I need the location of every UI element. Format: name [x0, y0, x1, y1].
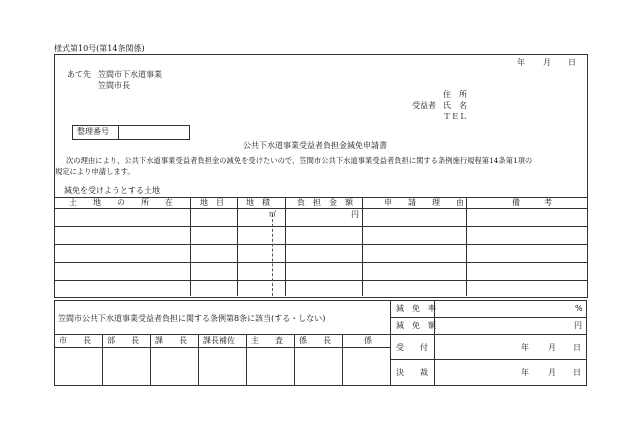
applicant-tel-label: ＴＥＬ — [443, 112, 467, 121]
body-line-2: 規定により申請します。 — [55, 167, 135, 176]
addressee-line2: 笠間市長 — [98, 81, 130, 90]
document-title: 公共下水道事業受益者負担金減免申請書 — [243, 141, 387, 150]
reduction-rate-label: 減 免 率 — [396, 304, 436, 313]
received-year: 年 — [521, 343, 529, 352]
decided-year: 年 — [521, 368, 529, 377]
form-label: 様式第10号(第14条関係) — [54, 44, 145, 53]
decided-day: 日 — [573, 368, 581, 377]
date-day: 日 — [568, 58, 576, 67]
applicant-label: 受益者 — [412, 101, 436, 110]
header-reason: 申 請 理 由 — [384, 198, 464, 207]
received-month: 月 — [548, 343, 556, 352]
decided-month: 月 — [548, 368, 556, 377]
addressee-line1: 笠間市下水道事業 — [98, 70, 162, 79]
area-decimal-divider — [272, 214, 273, 296]
ordinance-text: 笠間市公共下水道事業受益者負担に関する条例第8条に該当(する・しない) — [58, 314, 326, 323]
reduction-rate-unit: % — [575, 304, 583, 313]
addressee-prefix: あて先 — [67, 70, 91, 79]
land-section-label: 減免を受けようとする土地 — [64, 186, 160, 195]
ref-number-field[interactable] — [119, 126, 187, 137]
area-unit: ㎡ — [269, 210, 276, 218]
received-label: 受 付 — [396, 343, 428, 352]
reduction-amount-unit: 円 — [574, 321, 582, 330]
role-staff: 係 — [364, 336, 372, 345]
role-deputy-chief: 課長補佐 — [203, 336, 235, 345]
header-remarks: 備 考 — [512, 198, 552, 207]
ref-number-label: 整理番号 — [77, 127, 109, 136]
decided-label: 決 裁 — [396, 368, 428, 377]
applicant-name-label: 氏 名 — [443, 101, 467, 110]
role-section-chief: 課 長 — [155, 336, 187, 345]
header-chiban: 地 目 — [200, 198, 224, 207]
amount-unit: 円 — [351, 210, 359, 219]
date-month: 月 — [543, 58, 551, 67]
header-area: 地 積 — [246, 198, 270, 207]
received-day: 日 — [573, 343, 581, 352]
role-unit-chief: 係 長 — [299, 336, 331, 345]
role-director: 部 長 — [107, 336, 139, 345]
body-line-1: 次の理由により、公共下水道事業受益者負担金の減免を受けたいので、笠間市公共下水道事業受益者負担に関する条例施行規程第14条第1項の — [66, 156, 533, 165]
header-location: 土 地 の 所 在 — [69, 198, 173, 207]
header-amount: 負 担 金 額 — [297, 198, 353, 207]
reduction-amount-label: 減 免 額 — [396, 321, 436, 330]
date-year: 年 — [517, 58, 525, 67]
role-mayor: 市 長 — [59, 336, 91, 345]
role-chief-inspector: 主 査 — [251, 336, 283, 345]
applicant-address-label: 住 所 — [443, 90, 467, 99]
